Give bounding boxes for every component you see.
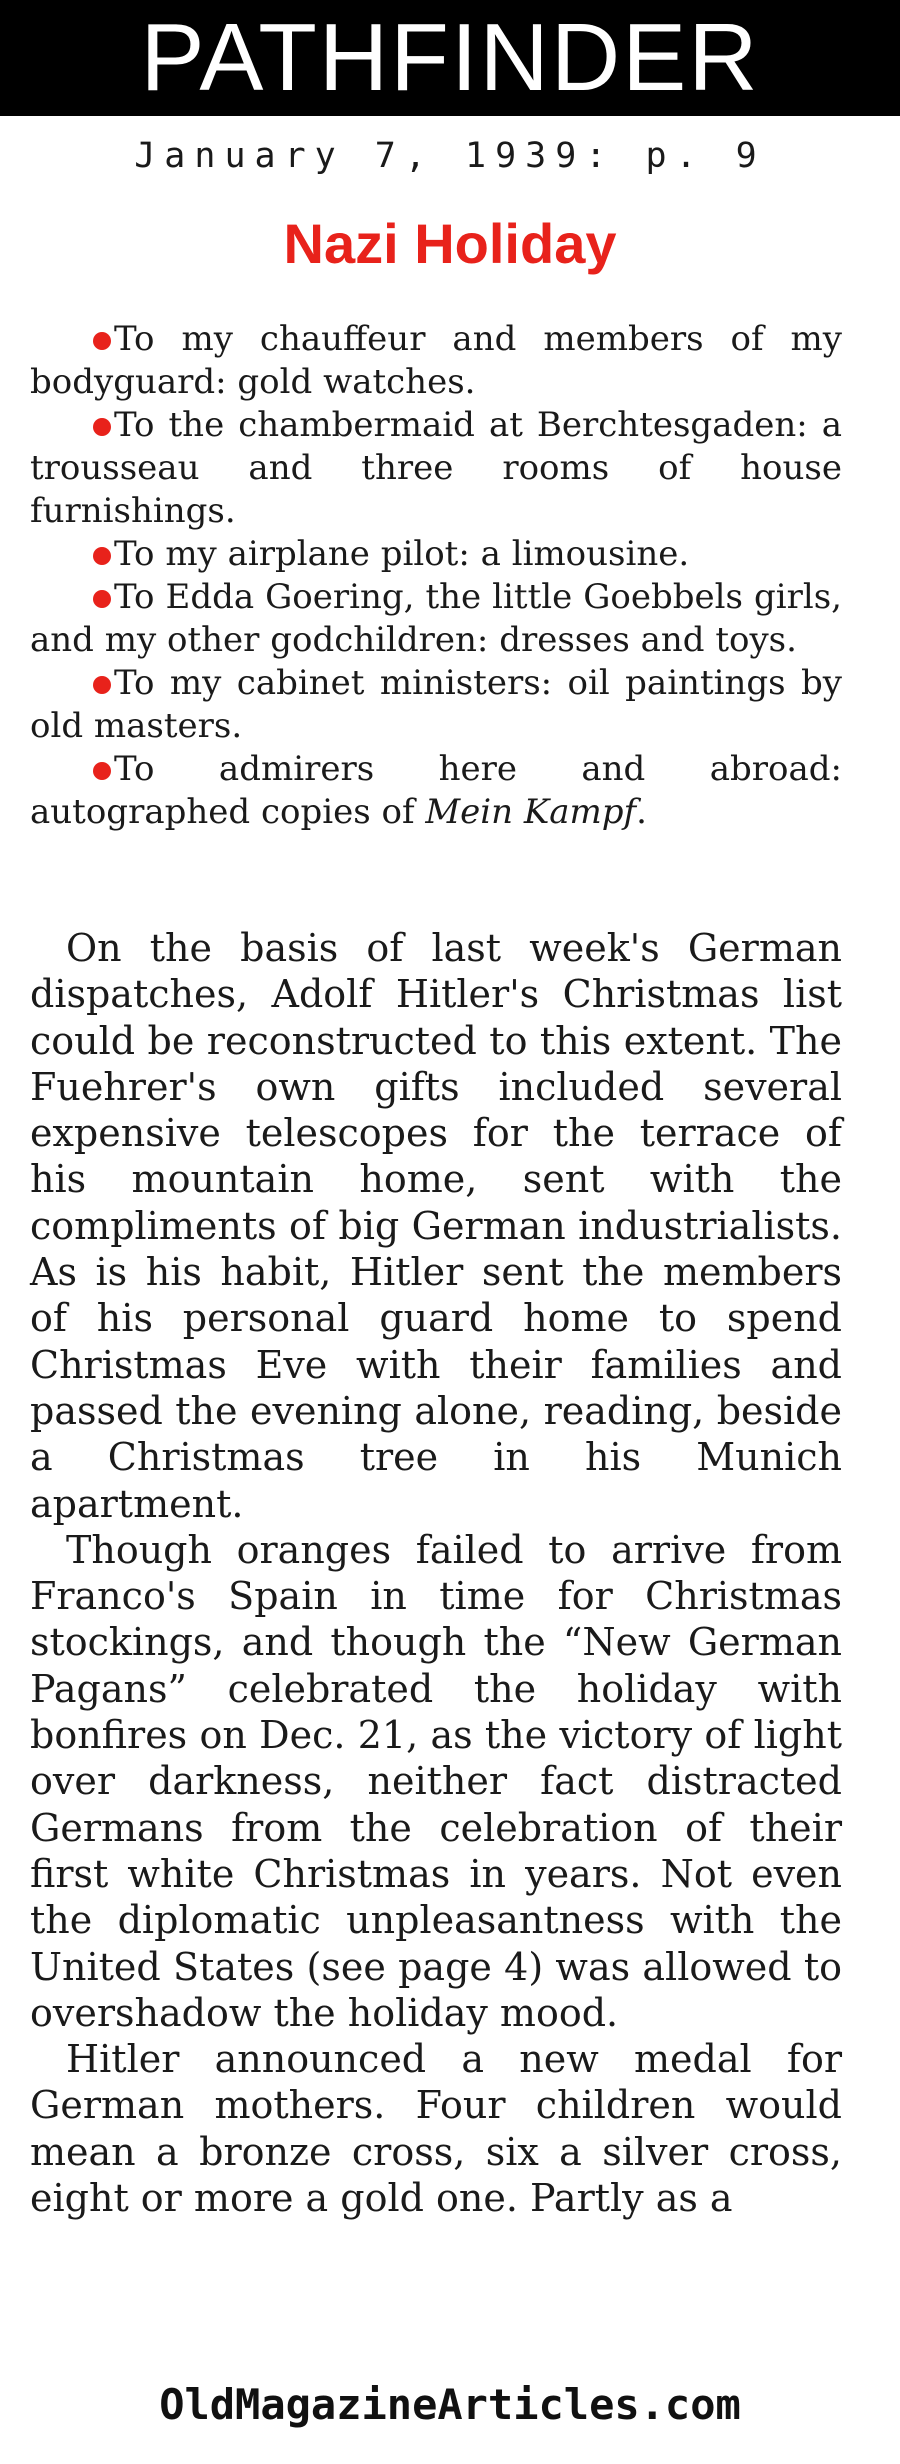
gift-item-end: .	[636, 792, 647, 832]
gift-item-text: To my cabinet ministers: oil paintings by old masters.	[30, 663, 842, 746]
body-paragraph: On the basis of last week's German dispatches, Adolf Hitler's Christmas list could be reconstructed to this extent. The Fuehrer's own gifts included several expensive telescopes for the terrace of his mountain home, sent with the compliments of big German industrialists. As is his habit, Hitler sent the members of his personal guard home to spend Christmas Eve with their families and passed the evening alone, reading, beside a Christmas tree in his Munich apartment.	[30, 926, 842, 1526]
red-bullet-icon	[93, 590, 111, 608]
gift-list	[30, 318, 842, 834]
source-watermark: OldMagazineArticles.com	[159, 2380, 741, 2429]
red-bullet-icon	[93, 547, 111, 565]
body-paragraph: Hitler announced a new medal for German mothers. Four children would mean a bronze cross, six a silver cross, eight or more a gold one. Partly as a	[30, 2037, 842, 2221]
dateline: January 7, 1939: p. 9	[134, 136, 766, 176]
gift-item-text: To admirers here and abroad: autographed copies of	[30, 749, 842, 832]
gift-item	[30, 533, 842, 576]
body-paragraph: Though oranges failed to arrive from Franco's Spain in time for Christmas stockings, and though the “New German Pagans” celebrated the holiday with bonfires on Dec. 21, as the victory of light over darkness, neither fact distracted Germans from the celebration of their first white Christmas in years. Not even the diplomatic unpleasantness with the United States (see page 4) was allowed to overshadow the holiday mood.	[30, 1527, 842, 2035]
masthead	[0, 0, 900, 116]
gift-item	[30, 318, 842, 404]
red-bullet-icon	[93, 418, 111, 436]
article-headline: Nazi Holiday	[283, 212, 617, 275]
gift-item-text: To the chambermaid at Berchtesgaden: a trousseau and three rooms of house furnishings.	[30, 405, 842, 531]
gift-item	[30, 748, 842, 834]
gift-item	[30, 662, 842, 748]
gift-item	[30, 404, 842, 533]
gift-item-text: To Edda Goering, the little Goebbels girls, and my other godchildren: dresses and toys.	[30, 577, 842, 660]
publication-title: PATHFINDER	[140, 4, 760, 111]
gift-item-text: To my chauffeur and members of my bodyguard: gold watches.	[30, 319, 842, 402]
red-bullet-icon	[93, 676, 111, 694]
article-body	[30, 925, 842, 2221]
red-bullet-icon	[93, 332, 111, 350]
red-bullet-icon	[93, 762, 111, 780]
gift-item	[30, 576, 842, 662]
gift-item-text: To my airplane pilot: a limousine.	[114, 534, 690, 574]
book-title: Mein Kampf	[425, 792, 637, 832]
